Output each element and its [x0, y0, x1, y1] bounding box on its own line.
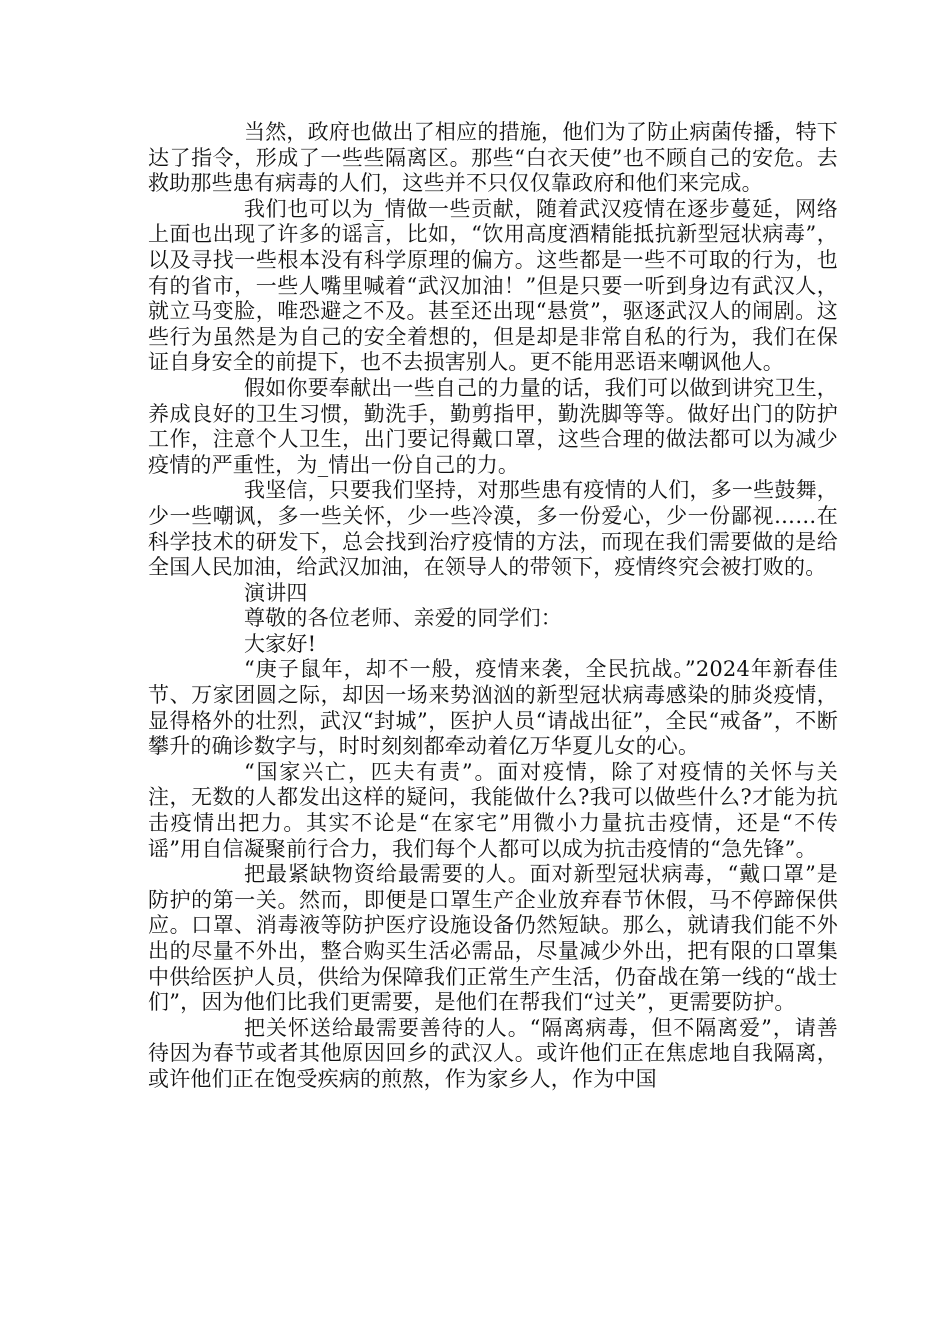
- paragraph-rumors: 我们也可以为_情做一些贡献，随着武汉疫情在逐步蔓延，网络上面也出现了许多的谣言，比如，“饮用高度酒精能抵抗新型冠状病毒”，以及寻找一些根本没有科学原理的偏方。这些都是一些不可取的行为，也有的省市，一些人嘴里喊着“武汉加油！”但是只要一听到身边有武汉人，就立马变脸，唯恐避之不及。甚至还出现“悬赏”，驱逐武汉人的闹剧。这些行为虽然是为自己的安全着想的，但是却是非常自私的行为，我们在保证自身安全的前提下，也不去损害别人。更不能用恶语来嘲讽他人。: [148, 196, 838, 375]
- speech-greeting: 大家好!: [244, 631, 317, 656]
- paragraph-scarce-supplies: 把最紧缺物资给最需要的人。面对新型冠状病毒，“戴口罩”是防护的第一关。然而，即便是口罩生产企业放弃春节休假，马不停蹄保供应。口罩、消毒液等防护医疗设施设备仍然短缺。那么，就请我们能不外出的尽量不外出，整合购买生活必需品，尽量减少外出，把有限的口罩集中供给医护人员，供给为保障我们正常生产生活，仍奋战在第一线的“战士们”，因为他们比我们更需要，是他们在帮我们“过关”，更需要防护。: [148, 862, 838, 1015]
- speech-four-heading: 演讲四: [244, 580, 308, 605]
- paragraph-national-duty: “国家兴亡，匹夫有责”。面对疫情，除了对疫情的关怀与关注，无数的人都发出这样的疑问，我能做什么?我可以做些什么?才能为抗击疫情出把力。其实不论是“在家宅”用微小力量抗击疫情，还是“不传谣”用自信凝聚前行合力，我们每个人都可以成为抗击疫情的“急先锋”。: [148, 759, 838, 861]
- paragraph-belief: 我坚信，只要我们坚持，对那些患有疫情的人们，多一些鼓舞，少一些嘲讽，多一些关怀，少一些冷漠，多一份爱心，少一份鄙视……在科学技术的研发下，总会找到治疗疫情的方法，而现在我们需要做的是给全国人民加油，给武汉加油，在领导人的带领下，疫情终究会被打败的。: [148, 478, 838, 580]
- paragraph-government-measures: 当然，政府也做出了相应的措施，他们为了防止病菌传播，特下达了指令，形成了一些些隔离区。那些“白衣天使”也不顾自己的安危。去救助那些患有病毒的人们，这些并不只仅仅靠政府和他们来完成。: [148, 120, 838, 196]
- paragraph-care-for-wuhan: 把关怀送给最需要善待的人。“隔离病毒，但不隔离爱”，请善待因为春节或者其他原因回乡的武汉人。或许他们正在焦虑地自我隔离，或许他们正在饱受疾病的煎熬，作为家乡人，作为中国: [148, 1015, 838, 1091]
- speech-salutation: 尊敬的各位老师、亲爱的同学们：: [244, 606, 562, 631]
- paragraph-hygiene: 假如你要奉献出一些自己的力量的话，我们可以做到讲究卫生，养成良好的卫生习惯，勤洗手，勤剪指甲，勤洗脚等等。做好出门的防护工作，注意个人卫生，出门要记得戴口罩，这些合理的做法都可以为减少疫情的严重性，为_情出一份自己的力。: [148, 375, 838, 477]
- paragraph-new-year-epidemic: “庚子鼠年，却不一般，疫情来袭，全民抗战。”2024年新春佳节、万家团圆之际，却因一场来势汹汹的新型冠状病毒感染的肺炎疫情，显得格外的壮烈，武汉“封城”，医护人员“请战出征”，全民“戒备”，不断攀升的确诊数字与，时时刻刻都牵动着亿万华夏儿女的心。: [148, 657, 838, 759]
- document-page: [148, 120, 838, 1093]
